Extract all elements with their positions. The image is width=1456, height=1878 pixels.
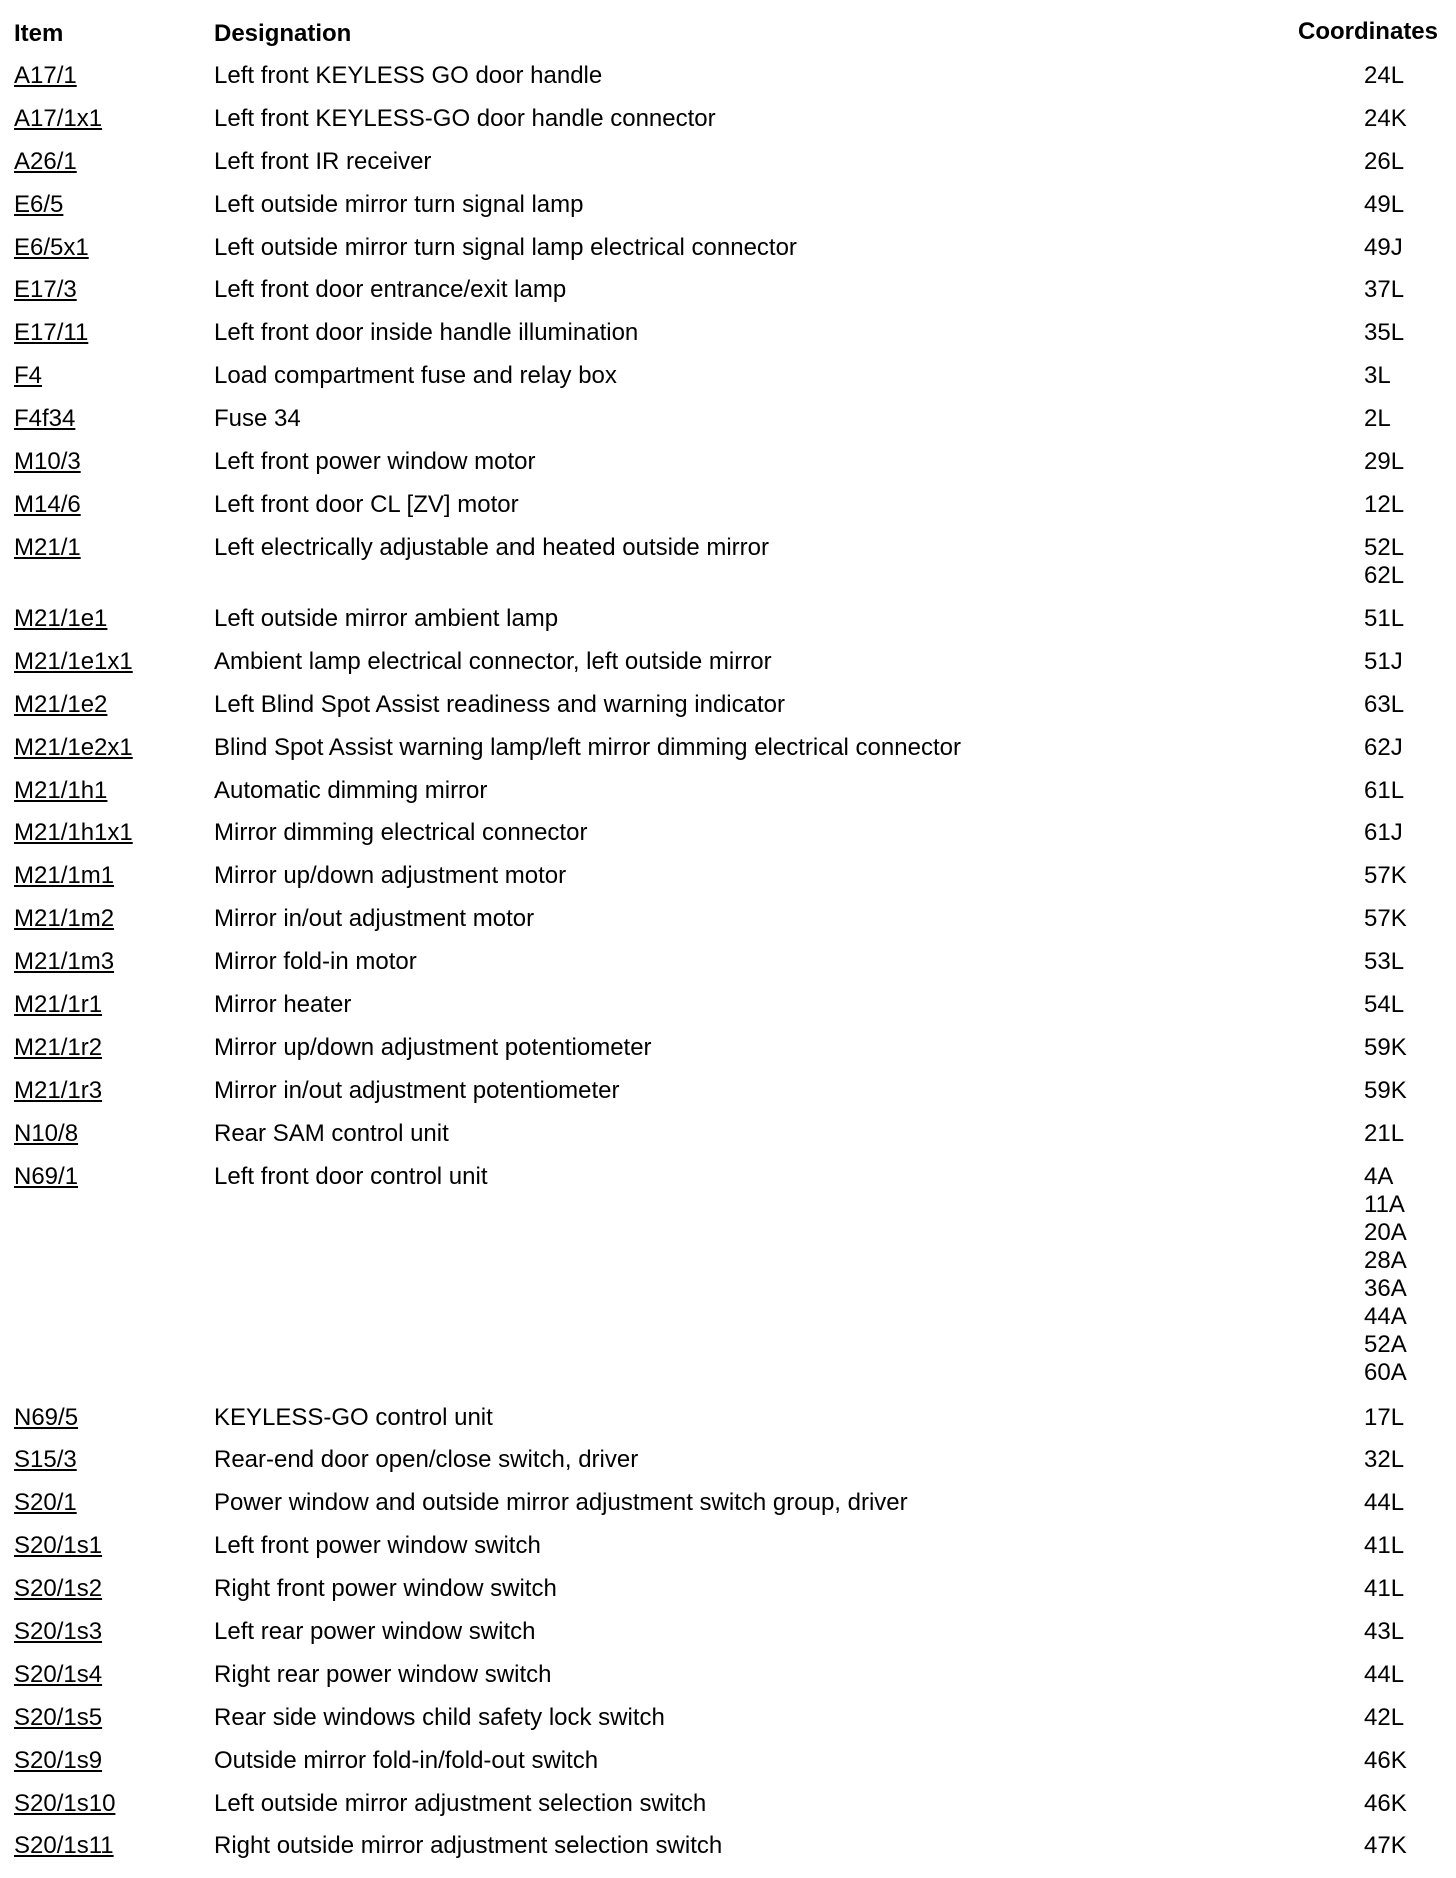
designation-text: Left Blind Spot Assist readiness and warning indicator — [214, 690, 785, 718]
table-row — [0, 1618, 1456, 1661]
table-row — [0, 1575, 1456, 1618]
designation-text: Power window and outside mirror adjustment switch group, driver — [214, 1489, 908, 1517]
coordinates-cell — [1364, 1077, 1407, 1105]
item-link[interactable]: F4 — [14, 362, 43, 390]
designation-text: Fuse 34 — [214, 405, 301, 433]
item-link[interactable]: S20/1s5 — [14, 1703, 103, 1731]
coordinate-value: 20A — [1364, 1218, 1407, 1246]
coordinates-column-header: Coordinates — [1297, 18, 1438, 45]
coordinate-value: 54L — [1364, 991, 1405, 1018]
designation-text: Left front door CL [ZV] motor — [214, 490, 519, 518]
coordinate-value: 51J — [1364, 647, 1403, 675]
table-row — [0, 148, 1456, 191]
coordinate-value: 28A — [1364, 1246, 1407, 1274]
coordinate-value: 2L — [1364, 405, 1391, 433]
coordinate-value: 46K — [1364, 1746, 1407, 1774]
designation-text: Mirror fold-in motor — [214, 948, 417, 976]
item-column-header: Item — [14, 20, 64, 47]
table-row — [0, 1446, 1456, 1489]
item-link[interactable]: M21/1e2x1 — [14, 733, 133, 761]
coordinate-value: 32L — [1364, 1446, 1405, 1474]
coordinate-value: 37L — [1364, 276, 1405, 304]
item-link[interactable]: M21/1r3 — [14, 1076, 103, 1104]
coordinate-value: 51L — [1364, 604, 1405, 632]
item-link[interactable]: N10/8 — [14, 1119, 79, 1147]
designation-text: Mirror up/down adjustment motor — [214, 862, 567, 890]
designation-text: Left front door entrance/exit lamp — [214, 276, 567, 304]
coordinates-cell — [1364, 1404, 1404, 1432]
coordinates-cell — [1364, 234, 1403, 262]
item-link[interactable]: M21/1r2 — [14, 1033, 103, 1061]
designation-text: Left outside mirror turn signal lamp — [214, 190, 584, 218]
table-row — [0, 1077, 1456, 1120]
item-link[interactable]: M21/1h1x1 — [14, 819, 133, 847]
item-link[interactable]: M21/1m2 — [14, 905, 115, 933]
designation-text: Right outside mirror adjustment selection switch — [214, 1832, 723, 1860]
item-link[interactable]: S20/1s9 — [14, 1746, 103, 1774]
coordinates-cell — [1364, 862, 1407, 890]
table-row — [0, 1661, 1456, 1704]
coordinates-cell — [1364, 405, 1391, 433]
table-row — [0, 605, 1456, 648]
designation-text: Left front power window motor — [214, 448, 536, 476]
designation-text: Load compartment fuse and relay box — [214, 362, 617, 390]
coordinates-cell — [1364, 991, 1404, 1019]
table-row — [0, 1747, 1456, 1790]
table-row — [0, 362, 1456, 405]
item-link[interactable]: M21/1e1x1 — [14, 647, 133, 675]
table-row — [0, 234, 1456, 277]
coordinates-cell — [1364, 1832, 1407, 1860]
coordinates-cell — [1364, 1704, 1404, 1732]
item-link[interactable]: A17/1 — [14, 62, 77, 89]
table-row — [0, 1163, 1456, 1404]
coordinates-cell — [1364, 1790, 1407, 1818]
designation-text: Mirror in/out adjustment potentiometer — [214, 1076, 620, 1104]
designation-text: KEYLESS-GO control unit — [214, 1403, 493, 1431]
coordinates-cell — [1364, 148, 1404, 176]
item-link[interactable]: S20/1s3 — [14, 1618, 103, 1646]
designation-text: Left front IR receiver — [214, 147, 432, 175]
item-link[interactable]: E17/11 — [14, 319, 89, 347]
coordinates-cell — [1364, 648, 1403, 676]
table-row — [0, 276, 1456, 319]
coordinates-cell — [1364, 276, 1404, 304]
coordinates-cell — [1364, 448, 1404, 476]
item-link[interactable]: E6/5x1 — [14, 233, 89, 261]
coordinates-cell — [1364, 948, 1404, 976]
table-row — [0, 1832, 1456, 1875]
item-link[interactable]: F4f34 — [14, 405, 76, 433]
table-row — [0, 319, 1456, 362]
designation-text: Mirror up/down adjustment potentiometer — [214, 1033, 652, 1061]
coordinate-value: 63L — [1364, 690, 1405, 718]
coordinate-value: 35L — [1364, 319, 1405, 347]
coordinates-cell — [1364, 1120, 1404, 1148]
coordinates-cell — [1364, 1661, 1404, 1689]
item-link[interactable]: N69/5 — [14, 1403, 79, 1431]
coordinates-cell — [1364, 691, 1404, 719]
table-row — [0, 405, 1456, 448]
designation-text: Rear-end door open/close switch, driver — [214, 1446, 639, 1474]
coordinate-value: 62J — [1364, 733, 1403, 761]
item-link[interactable]: A17/1x1 — [14, 104, 103, 132]
item-link[interactable]: M10/3 — [14, 448, 81, 476]
coordinate-value: 12L — [1364, 490, 1405, 518]
coordinates-cell — [1364, 777, 1404, 805]
coordinate-value: 41L — [1364, 1575, 1405, 1603]
item-link[interactable]: N69/1 — [14, 1162, 79, 1190]
table-row — [0, 448, 1456, 491]
coordinates-cell — [1364, 105, 1407, 133]
table-row — [0, 1532, 1456, 1575]
table-row — [0, 648, 1456, 691]
table-row — [0, 1489, 1456, 1532]
item-link[interactable]: M21/1 — [14, 533, 81, 561]
item-link[interactable]: M21/1e1 — [14, 604, 108, 632]
coordinates-cell — [1364, 1532, 1404, 1560]
table-row — [0, 1404, 1456, 1447]
coordinate-value: 36A — [1364, 1274, 1407, 1302]
coordinates-cell — [1364, 1747, 1407, 1775]
coordinate-value: 44L — [1364, 1660, 1405, 1688]
coordinate-value: 24K — [1364, 104, 1407, 132]
coordinates-cell — [1364, 905, 1407, 933]
designation-text: Mirror in/out adjustment motor — [214, 905, 535, 933]
coordinate-value: 52A — [1364, 1330, 1407, 1358]
item-link[interactable]: A26/1 — [14, 147, 77, 175]
coordinates-cell — [1364, 1034, 1407, 1062]
coordinate-value: 61L — [1364, 776, 1405, 804]
table-row — [0, 1790, 1456, 1833]
item-link[interactable]: E17/3 — [14, 276, 77, 304]
table-row — [0, 491, 1456, 534]
table-row — [0, 862, 1456, 905]
designation-text: Rear SAM control unit — [214, 1119, 449, 1147]
designation-text: Outside mirror fold-in/fold-out switch — [214, 1746, 599, 1774]
item-link[interactable]: S20/1s10 — [14, 1789, 116, 1817]
component-table — [0, 62, 1456, 1875]
designation-column-header: Designation — [214, 20, 352, 47]
table-row — [0, 1034, 1456, 1077]
designation-text: Left front power window switch — [214, 1532, 541, 1560]
coordinates-cell — [1364, 362, 1391, 390]
item-link[interactable]: M14/6 — [14, 490, 81, 518]
table-header — [0, 20, 1456, 54]
table-row — [0, 777, 1456, 820]
designation-text: Automatic dimming mirror — [214, 776, 488, 804]
coordinate-value: 57K — [1364, 862, 1407, 890]
designation-text: Left outside mirror turn signal lamp electrical connector — [214, 233, 797, 261]
designation-text: Ambient lamp electrical connector, left outside mirror — [214, 647, 772, 675]
item-link[interactable]: M21/1e2 — [14, 690, 108, 718]
item-link[interactable]: S15/3 — [14, 1446, 77, 1474]
table-row — [0, 819, 1456, 862]
table-row — [0, 191, 1456, 234]
table-row — [0, 734, 1456, 777]
coordinate-value: 53L — [1364, 948, 1405, 976]
coordinate-value: 41L — [1364, 1532, 1405, 1560]
item-link[interactable]: S20/1s1 — [14, 1532, 103, 1560]
coordinate-value: 60A — [1364, 1358, 1407, 1386]
coordinates-cell — [1364, 605, 1404, 633]
table-row — [0, 691, 1456, 734]
coordinate-value: 17L — [1364, 1403, 1405, 1431]
designation-text: Right front power window switch — [214, 1575, 557, 1603]
designation-text: Right rear power window switch — [214, 1660, 552, 1688]
designation-text: Mirror dimming electrical connector — [214, 819, 588, 847]
coordinate-value: 47K — [1364, 1832, 1407, 1860]
coordinate-value: 3L — [1364, 362, 1391, 390]
table-row — [0, 1704, 1456, 1747]
coordinate-value: 44A — [1364, 1302, 1407, 1330]
designation-text: Left outside mirror ambient lamp — [214, 604, 559, 632]
table-row — [0, 105, 1456, 148]
coordinate-value: 49J — [1364, 233, 1403, 261]
designation-text: Left electrically adjustable and heated outside mirror — [214, 533, 769, 561]
designation-text: Left outside mirror adjustment selection switch — [214, 1789, 707, 1817]
item-link[interactable]: M21/1r1 — [14, 991, 103, 1018]
coordinates-cell — [1364, 319, 1404, 347]
coordinate-value: 57K — [1364, 905, 1407, 933]
coordinate-value: 43L — [1364, 1618, 1405, 1646]
coordinates-cell — [1364, 491, 1404, 519]
designation-text: Rear side windows child safety lock switch — [214, 1703, 665, 1731]
coordinate-value: 61J — [1364, 819, 1403, 847]
item-link[interactable]: M21/1h1 — [14, 776, 108, 804]
table-row — [0, 534, 1456, 605]
coordinate-value: 4A — [1364, 1162, 1394, 1190]
coordinate-value: 26L — [1364, 147, 1405, 175]
item-link[interactable]: S20/1s11 — [14, 1832, 114, 1860]
coordinates-cell — [1364, 734, 1403, 762]
coordinates-cell — [1364, 1446, 1404, 1474]
coordinates-cell — [1364, 191, 1404, 219]
item-link[interactable]: S20/1s2 — [14, 1575, 103, 1603]
item-link[interactable]: S20/1s4 — [14, 1660, 103, 1688]
coordinate-value: 29L — [1364, 448, 1405, 476]
coordinate-value: 24L — [1364, 62, 1405, 89]
item-link[interactable]: M21/1m1 — [14, 862, 115, 890]
table-row — [0, 905, 1456, 948]
coordinates-cell — [1364, 1618, 1404, 1646]
designation-text: Left front door inside handle illumination — [214, 319, 639, 347]
coordinate-value: 46K — [1364, 1789, 1407, 1817]
coordinate-value: 52L — [1364, 533, 1405, 561]
item-link[interactable]: M21/1m3 — [14, 948, 115, 976]
table-row — [0, 948, 1456, 991]
coordinate-value: 21L — [1364, 1119, 1405, 1147]
designation-text: Blind Spot Assist warning lamp/left mirror dimming electrical connector — [214, 733, 961, 761]
coordinates-cell — [1364, 1489, 1404, 1517]
coordinate-value: 11A — [1364, 1190, 1405, 1218]
item-link[interactable]: S20/1 — [14, 1489, 77, 1517]
coordinate-value: 59K — [1364, 1033, 1407, 1061]
table-row — [0, 62, 1456, 105]
coordinate-value: 59K — [1364, 1076, 1407, 1104]
table-row — [0, 1120, 1456, 1163]
coordinates-cell — [1364, 62, 1404, 90]
designation-text: Mirror heater — [214, 991, 352, 1018]
coordinates-cell — [1364, 819, 1403, 847]
coordinate-value: 49L — [1364, 190, 1405, 218]
item-link[interactable]: E6/5 — [14, 190, 64, 218]
coordinate-value: 62L — [1364, 561, 1405, 589]
coordinates-cell — [1364, 1163, 1407, 1387]
designation-text: Left rear power window switch — [214, 1618, 536, 1646]
coordinates-cell — [1364, 534, 1404, 590]
coordinate-value: 42L — [1364, 1703, 1405, 1731]
coordinates-cell — [1364, 1575, 1404, 1603]
designation-text: Left front KEYLESS-GO door handle connector — [214, 104, 716, 132]
designation-text: Left front door control unit — [214, 1162, 488, 1190]
coordinate-value: 44L — [1364, 1489, 1405, 1517]
table-row — [0, 991, 1456, 1034]
designation-text: Left front KEYLESS GO door handle — [214, 62, 603, 89]
